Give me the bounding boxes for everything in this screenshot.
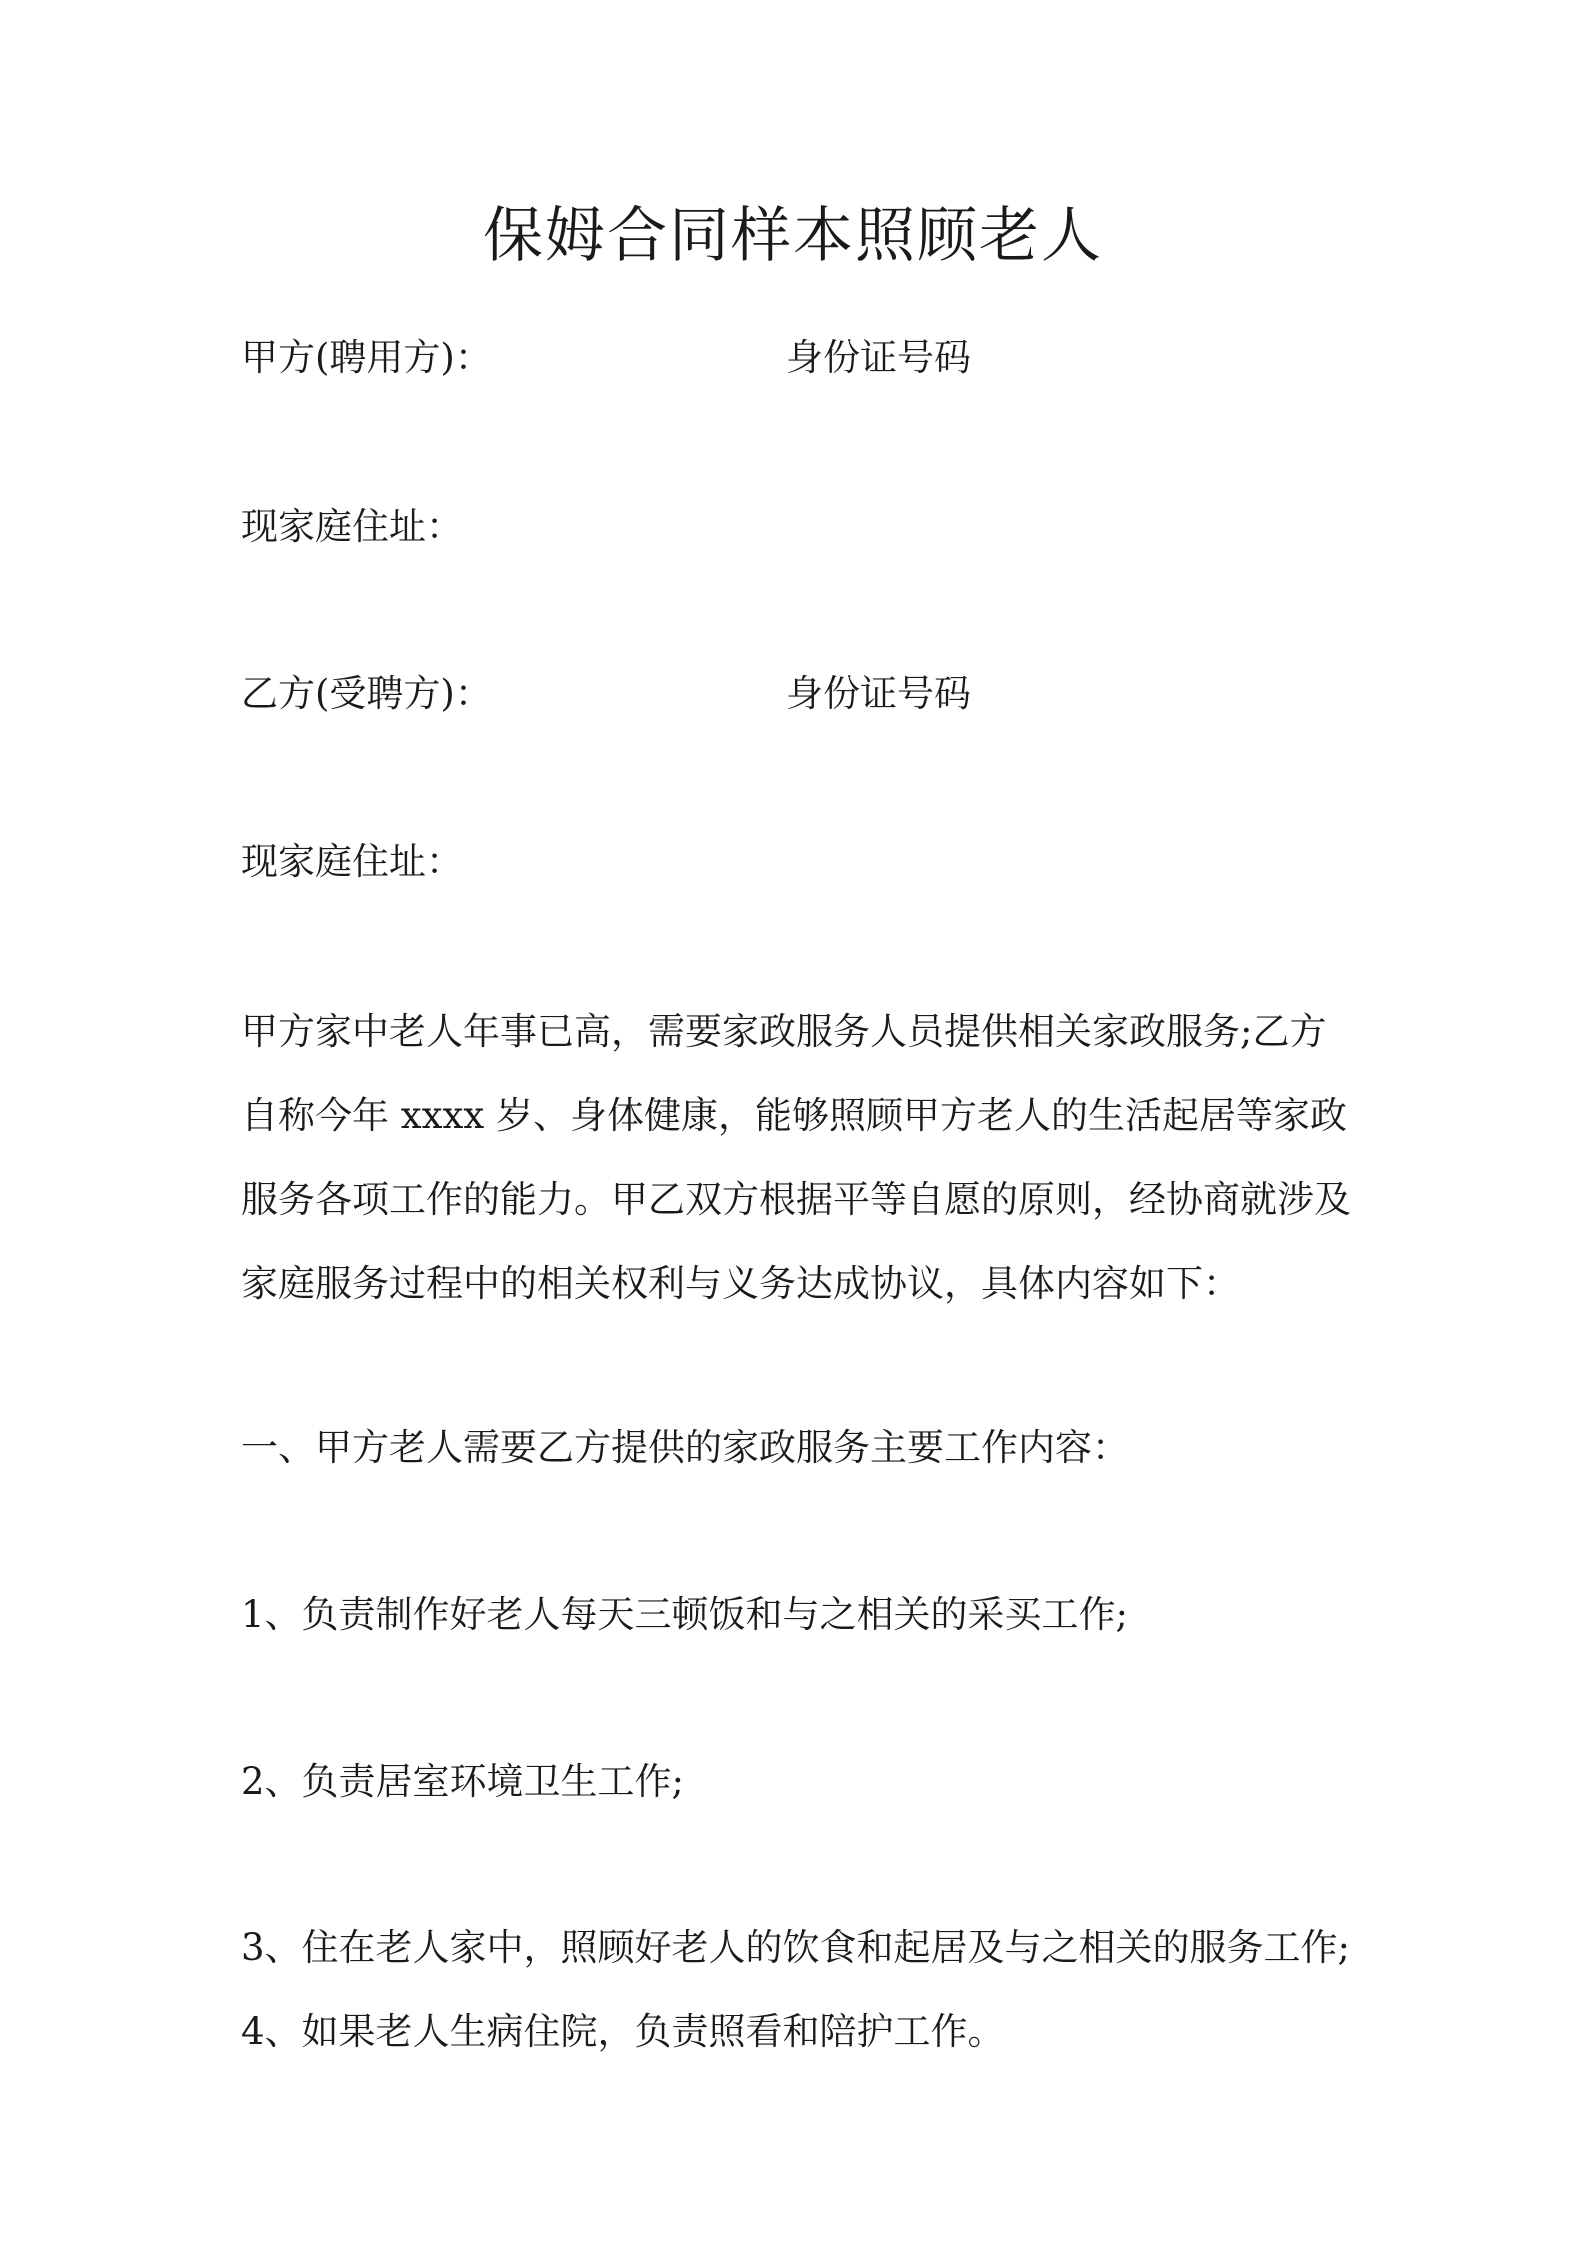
intro-line: 甲方家中老人年事已高，需要家政服务人员提供相关家政服务;乙方 [241, 1010, 1327, 1053]
intro-line: 家庭服务过程中的相关权利与义务达成协议，具体内容如下： [241, 1262, 1240, 1305]
party-b-id-label: 身份证号码 [786, 672, 971, 715]
intro-paragraph [241, 990, 1371, 1326]
party-b-label: 乙方(受聘方)： [241, 672, 492, 715]
party-b-address-label: 现家庭住址： [241, 840, 463, 883]
list-item: 3、住在老人家中，照顾好老人的饮食和起居及与之相关的服务工作; [241, 1926, 1351, 1969]
section-1-heading: 一、甲方老人需要乙方提供的家政服务主要工作内容： [241, 1426, 1129, 1469]
party-a-address-label: 现家庭住址： [241, 505, 463, 548]
intro-line: 自称今年 xxxx 岁、身体健康，能够照顾甲方老人的生活起居等家政 [241, 1094, 1347, 1137]
list-item: 4、如果老人生病住院，负责照看和陪护工作。 [241, 2010, 1005, 2053]
document-title: 保姆合同样本照顾老人 [483, 201, 1103, 271]
intro-line: 服务各项工作的能力。甲乙双方根据平等自愿的原则，经协商就涉及 [241, 1178, 1351, 1221]
party-a-label: 甲方(聘用方)： [241, 336, 492, 379]
party-a-id-label: 身份证号码 [786, 336, 971, 379]
list-item: 2、负责居室环境卫生工作; [241, 1760, 685, 1803]
list-item: 1、负责制作好老人每天三顿饭和与之相关的采买工作; [241, 1593, 1129, 1636]
